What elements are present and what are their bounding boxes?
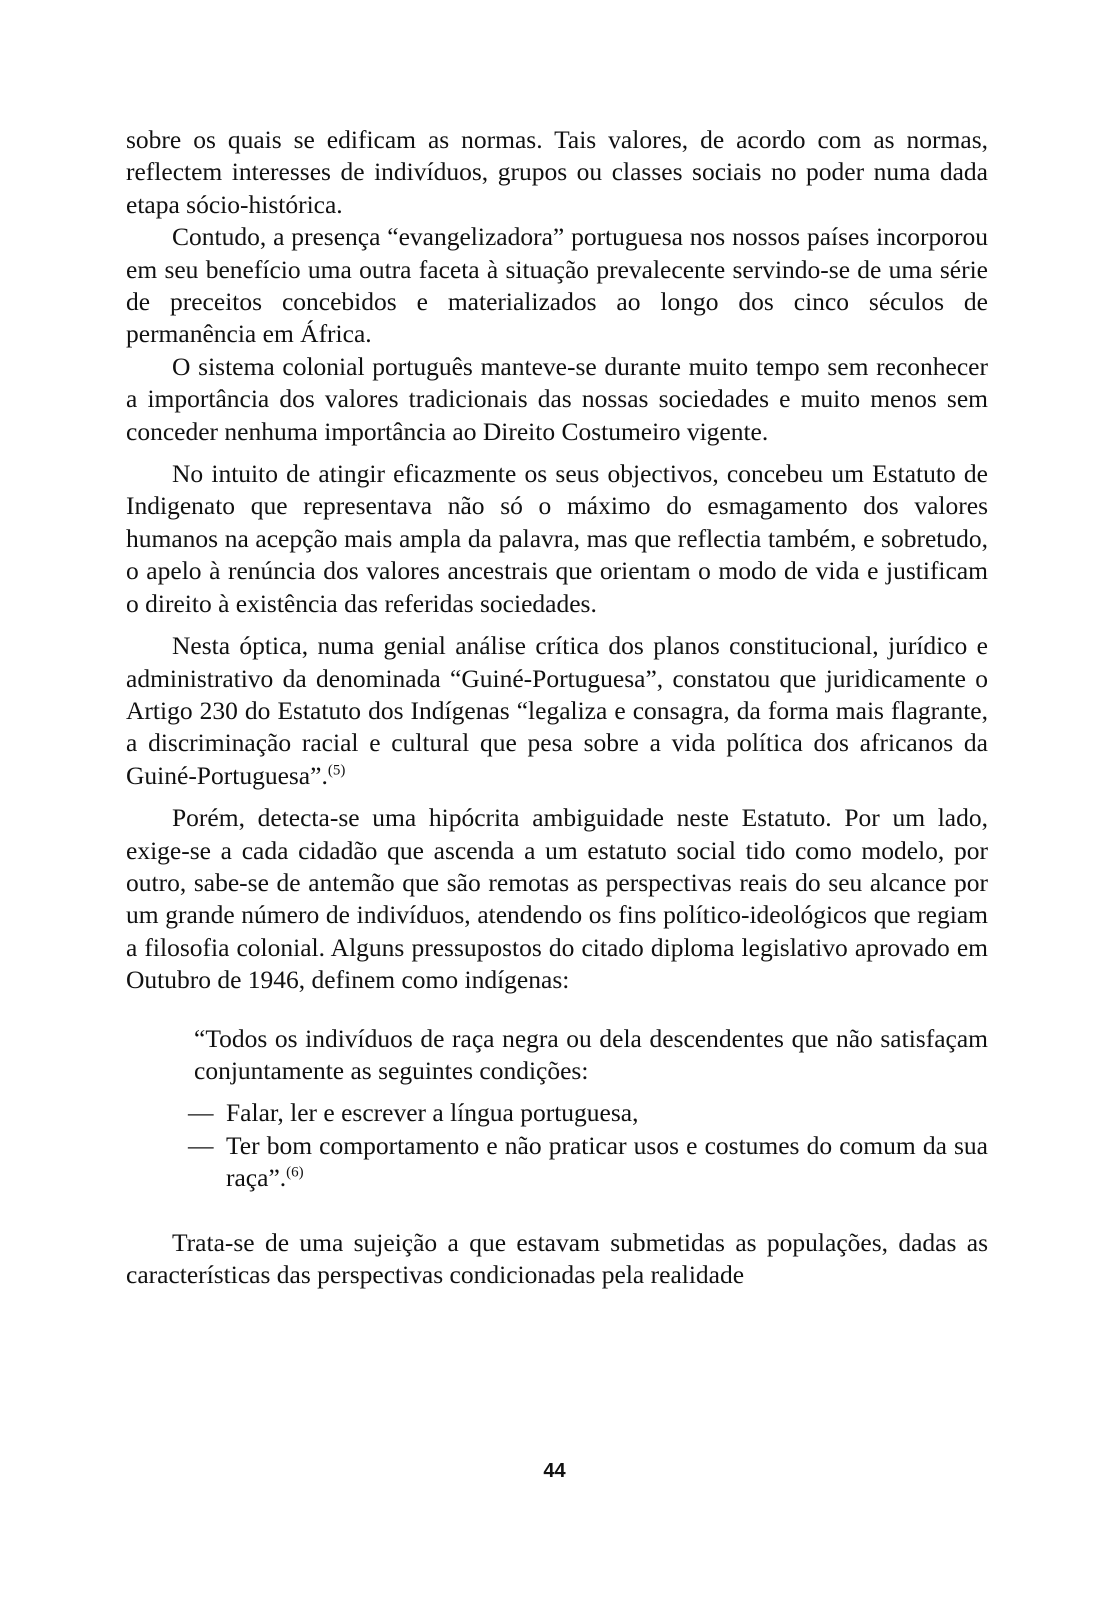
paragraph-4: No intuito de atingir eficazmente os seus objectivos, concebeu um Estatuto de Indigenato que representava não só o máximo do esmagamento dos valores humanos na acepção mais ampla da palavra, mas que reflectia também, e sobretudo, o apelo à renúncia dos valores ancestrais que orientam o modo de vida e justificam o direito à existência das referidas sociedades. <box>126 459 988 618</box>
dash-bullet: — <box>188 1098 214 1128</box>
block-quote <box>194 1023 988 1088</box>
paragraph-5-text: Nesta óptica, numa genial análise crítica dos planos constitucional, jurídico e administrativo da denominada “Guiné-Portuguesa”, constatou que juridicamente o Artigo 230 do Estatuto dos Indígenas “legaliza e consagra, da forma mais flagrante, a discriminação racial e cultural que pesa sobre a vida política dos africanos da Guiné-Portuguesa”. <box>126 631 988 790</box>
quote-item-text: Ter bom comportamento e não praticar usos e costumes do comum da sua raça”. <box>226 1130 988 1193</box>
paragraph-7: Trata-se de uma sujeição a que estavam submetidas as populações, dadas as características das perspectivas condicionadas pela realidade <box>126 1227 988 1289</box>
footnote-ref-5: (5) <box>327 762 346 779</box>
quote-list-item <box>188 1130 988 1195</box>
paragraph-5 <box>126 630 988 792</box>
paragraph-6: Porém, detecta-se uma hipócrita ambiguidade neste Estatuto. Por um lado, exige-se a cada cidadão que ascenda a um estatuto social tido como modelo, por outro, sabe-se de antemão que são remotas as perspectivas reais do seu alcance por um grande número de indivíduos, atendendo os fins político-ideológicos que regiam a filosofia colonial. Alguns pressupostos do citado diploma legislativo aprovado em Outubro de 1946, definem como indígenas: <box>126 803 988 995</box>
dash-bullet: — <box>188 1130 214 1160</box>
page-body <box>126 124 988 1291</box>
quote-intro: “Todos os indivíduos de raça negra ou dela descendentes que não satisfaçam conjuntamente as seguintes condições: <box>194 1023 988 1085</box>
quote-item-text: Falar, ler e escrever a língua portuguesa, <box>226 1098 639 1128</box>
footnote-ref-6: (6) <box>286 1164 304 1181</box>
page-number: 44 <box>543 1460 566 1482</box>
paragraph-3: O sistema colonial português manteve-se durante muito tempo sem reconhecer a importância dos valores tradicionais das nossas sociedades e muito menos sem conceder nenhuma importância ao Direito Costumeiro vigente. <box>126 351 988 446</box>
quote-list-item <box>188 1097 988 1129</box>
quote-list <box>188 1097 988 1194</box>
paragraph-2: Contudo, a presença “evangelizadora” portuguesa nos nossos países incorporou em seu benefício uma outra faceta à situação prevalecente servindo-se de uma série de preceitos concebidos e materializados ao longo dos cinco séculos de permanência em África. <box>126 222 988 349</box>
paragraph-1: sobre os quais se edificam as normas. Tais valores, de acordo com as normas, reflectem interesses de indivíduos, grupos ou classes sociais no poder numa dada etapa sócio-histórica. <box>126 125 988 219</box>
